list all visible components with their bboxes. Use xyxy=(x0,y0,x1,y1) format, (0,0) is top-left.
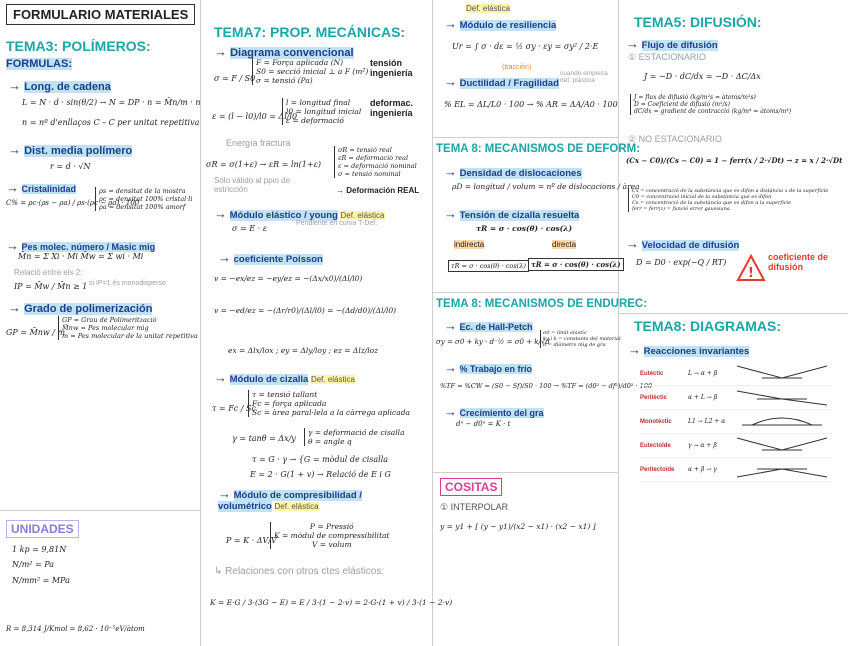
peritectic-diagram xyxy=(732,387,832,409)
pes-molec-formula: M̄n = Σ Xi · Mi M̄w = Σ wi · Mi xyxy=(18,252,144,261)
interp-formula: y = y1 + [ (y − y1)/(x2 − x1) · (x2 − x1) ] xyxy=(440,522,596,531)
svg-text:!: ! xyxy=(748,266,754,281)
densidad-header: → Densidad de dislocaciones xyxy=(444,164,582,179)
compres-header: → Módulo de compresibilidad / volumétrico Def. elástica xyxy=(218,486,362,512)
cizalla-header: → Módulo de cizalla Def. elástica xyxy=(214,370,355,385)
coef-note: coeficiente de difusión xyxy=(768,252,829,272)
j-formula: J = −D · dC/dx = −D · ΔC/Δx xyxy=(644,72,761,81)
real-formula: σR = σ(1+ε) → εR = ln(1+ε) xyxy=(206,160,321,169)
table-row: Peritectoïde α + β → γ xyxy=(640,458,832,482)
reacciones-table xyxy=(640,362,832,482)
p-legend: P = Pressió K = mòdul de compressibilitat V = volum xyxy=(270,522,390,549)
poisson-formula-3: ex = Δlx/lox ; ey = Δly/loy ; ez = Δlz/loz xyxy=(228,346,379,355)
formulas-label: FORMULAS: xyxy=(6,58,72,70)
tau-legend: τ = tensió tallant Fc = força aplicada Sc = àrea paral·lela a la càrrega aplicada xyxy=(248,390,410,417)
flujo-header: → Flujo de difusión xyxy=(626,36,718,51)
j-legend: J = flux de difusió (kg/m²s = àtoms/m²s) D = Coeficient de difusió (m²/s) dC/dx = gradient de contracció (kg/m⁴ = àtoms/m⁴) xyxy=(630,94,791,115)
peritectoid-diagram xyxy=(732,459,832,481)
cristalinidad-legend: ρs = densitat de la mostra ρc = densitat 100% cristal·li ρa = densitat 100% amorf xyxy=(95,187,192,211)
ip-note: → si IP=1 és monodisperso xyxy=(80,280,166,287)
ductilidad-note: cuando empieza def. plástica xyxy=(560,70,608,84)
section-divider xyxy=(0,510,200,511)
tema3-title: TEMA3: POLÍMEROS: xyxy=(6,38,151,54)
d-formula: D = D0 · exp(−Q / RT) xyxy=(636,258,727,267)
table-row: Peritèctic α + L → β xyxy=(640,386,832,410)
e-formula: E = 2 · G(1 + v) → Relació de E i G xyxy=(250,470,391,479)
resiliencia-header: → Módulo de resiliencia xyxy=(444,16,557,31)
tema7-title: TEMA7: PROP. MECÁNICAS: xyxy=(214,24,406,40)
table-row: Monotèctic L1 → L2 + α xyxy=(640,410,832,434)
unit-mpa: N/mm² = MPa xyxy=(12,576,70,585)
el-formula: % EL = ΔL/L0 · 100 → % AR = ΔA/A0 · 100 xyxy=(444,100,618,109)
ductilidad-header: → Ductilidad / Fragilidad xyxy=(444,74,559,89)
table-row: Eutéctic L → α + β xyxy=(640,362,832,386)
unit-pa: N/m² = Pa xyxy=(12,560,55,569)
tau-formula: τ = Fc / Sc xyxy=(212,404,256,413)
tema8c-title: TEMA8: DIAGRAMAS: xyxy=(634,318,781,334)
tension-cizalla-header: → Tensión de cizalla resuelta xyxy=(444,206,580,221)
cositas-title: COSITAS xyxy=(440,478,502,496)
warning-icon xyxy=(736,254,766,282)
eutectic-diagram xyxy=(732,363,832,385)
eps-legend: l = longitud final l0 = longitud inicial ε = deformació xyxy=(282,98,361,125)
young-formula: σ = E · ε xyxy=(232,224,268,233)
column-divider xyxy=(618,0,619,646)
diagrama-header: → Diagrama convencional xyxy=(214,44,354,59)
long-cadena-note: n = nº d'enllaços C – C per unitat repetitiva xyxy=(22,118,200,127)
tau-r-box-left: τR = σ · cos(θ) · cos(λ) xyxy=(448,260,529,272)
no-estacionario-label: ② NO ESTACIONARIO xyxy=(628,134,722,144)
unidades-title: UNIDADES xyxy=(6,520,79,538)
tema8b-title: TEMA 8: MECANISMOS DE ENDUREC: xyxy=(436,298,648,310)
g-formula: τ = G · γ → {G = mòdul de cisalla xyxy=(252,455,389,464)
tension-ing-note: tensión ingeniería xyxy=(370,58,413,78)
dist-media-formula: r = d · √N xyxy=(50,162,91,171)
real-legend: σR = tensió real εR = deformació real ε = deformació nominal σ = tensió nominal xyxy=(334,146,417,178)
deform-ing-note: deformac. ingeniería xyxy=(370,98,414,118)
energia-label: Energía fractura xyxy=(226,138,291,148)
pes-molec-header: → Pes molec. número / Masic mig xyxy=(6,238,156,253)
poisson-formula-2: v = −ed/ez = −(Δr/r0)/(Δl/l0) = −(Δd/d0)/(Δl/l0) xyxy=(214,306,397,315)
poisson-header: → coeficiente Poisson xyxy=(218,250,323,265)
p-formula: P = K · ΔV/V xyxy=(226,536,277,545)
eutectoid-diagram xyxy=(732,435,832,457)
solo-valido-note: Sólo válido al ppio de estricción xyxy=(214,176,291,194)
main-title: FORMULARIO MATERIALES xyxy=(6,4,195,25)
directa-label: directa xyxy=(552,240,577,249)
interpolar-label: ① INTERPOLAR xyxy=(440,502,509,512)
cristalinidad-header: → Cristalinidad xyxy=(6,180,77,195)
monotectic-diagram xyxy=(732,411,832,433)
tf-formula: %TF = %CW = (S0 − Sf)/S0 · 100 → %TF = (d0² − df²)/d0² · 100 xyxy=(440,382,653,390)
trabajo-frio-header: → % Trabajo en frío xyxy=(444,360,533,375)
section-divider xyxy=(432,137,618,138)
tema8a-title: TEMA 8: MECANISMOS DE DEFORM: xyxy=(436,143,641,155)
long-cadena-header: → Long. de cadena xyxy=(8,78,111,93)
ur-formula: Ur = ∫ σ · dε = ½ σy · εy = σy² / 2·E xyxy=(452,42,599,51)
table-row: Eutectoïde γ → α + β xyxy=(640,434,832,458)
gamma-formula: γ = tanθ = Δx/y xyxy=(232,434,296,443)
unit-kp: 1 kp = 9,81N xyxy=(12,545,67,554)
sigma-legend: F = Força aplicada (N) S0 = secció inicial ⊥ a F (m²) σ = tensió (Pa) xyxy=(252,58,368,85)
grado-pol-header: → Grado de polimerización xyxy=(8,300,153,315)
resiliencia-tag: Def. elástica xyxy=(466,4,511,13)
eps-formula: ε = (l − l0)/l0 = Δl/l0 xyxy=(212,112,298,121)
crecimiento-header: → Crecimiento del gra xyxy=(444,404,544,419)
relacio-label: Relació entre els 2: xyxy=(14,268,83,277)
estacionario-label: ① ESTACIONARIO xyxy=(628,52,706,62)
gp-formula: GP = M̄nw / m xyxy=(6,328,66,337)
hp-legend: σ0 = límit elàstic ky i k = constants del material d = diàmetre mig de gra xyxy=(540,330,621,348)
dist-media-header: → Dist. media polímero xyxy=(8,142,133,157)
cristalinidad-formula: C% = ρc·(ρs − ρa) / ρs·(ρc − ρa) · 100 xyxy=(6,199,140,207)
indirecta-label: indirecta xyxy=(454,240,485,249)
relaciones-label: ↳ Relaciones con otros ctes elásticos: xyxy=(214,566,385,577)
section-divider xyxy=(432,292,618,293)
tema5-title: TEMA5: DIFUSIÓN: xyxy=(634,14,762,30)
tau-r-formula: τR = σ · cos(θ) · cos(λ) xyxy=(476,224,573,233)
k-formula: K = E·G / 3·(3G − E) = E / 3·(1 − 2·v) = 2·G·(1 + v) / 3·(1 − 2·v) xyxy=(210,598,453,607)
young-note: Pendiente en curva T-Def. xyxy=(296,220,378,227)
poisson-formula: v = −ex/ez = −ey/ez = −(Δx/x0)/(Δl/l0) xyxy=(214,274,363,283)
young-header: → Módulo elástico / young Def. elástica xyxy=(214,206,385,221)
crec-formula: dⁿ − d0ⁿ = K · t xyxy=(456,420,511,428)
gp-legend: GP = Grau de Polimerització M̄nw = Pes molecular mig m = Pes molecular de la unitat repetitiva xyxy=(58,316,198,340)
hall-petch-header: → Ec. de Hall-Petch xyxy=(444,318,533,333)
r-constant: R = 8,314 J/Kmol = 8,62 · 10⁻⁵eV/àtom xyxy=(6,625,145,633)
traccion-note: (tracción) xyxy=(502,64,532,71)
column-divider xyxy=(432,0,433,646)
section-divider xyxy=(618,313,848,314)
cs-legend: Cx = concentració de la substància que es difon a distància x de la superfície C0 = concentració inicial de la substància que es difon Cs = concentració de la substància que es difon a la superfície ferr = ferr(z) = funció error gaussiana xyxy=(628,188,828,212)
ip-formula: IP = M̄w / M̄n ≥ 1 xyxy=(14,282,88,291)
rho-formula: ρD = longitud / volum = nº de dislocacions / àrea xyxy=(452,182,640,191)
sigma-formula: σ = F / S0 xyxy=(214,74,256,83)
gamma-legend: γ = deformació de cisalla θ = angle q xyxy=(304,428,405,446)
cs-formula: (Cx − C0)/(Cs − C0) = 1 − ferr(x / 2·√Dt) → z = x / 2·√Dt xyxy=(626,156,843,165)
reacciones-header: → Reacciones invariantes xyxy=(628,342,750,357)
column-divider xyxy=(200,0,201,646)
velocidad-header: → Velocidad de difusión xyxy=(626,236,740,251)
def-real-note: → Deformación REAL xyxy=(336,186,420,195)
hp-formula: σy = σ0 + ky · d⁻½ = σ0 + k/√d xyxy=(436,338,550,346)
tau-r-box-right: τR = σ · cos(θ) · cos(λ) xyxy=(528,258,624,271)
long-cadena-formula: L = N · d · sin(θ/2) → N = DP · n = M̄n/m · n xyxy=(22,98,201,107)
section-divider xyxy=(432,472,618,473)
